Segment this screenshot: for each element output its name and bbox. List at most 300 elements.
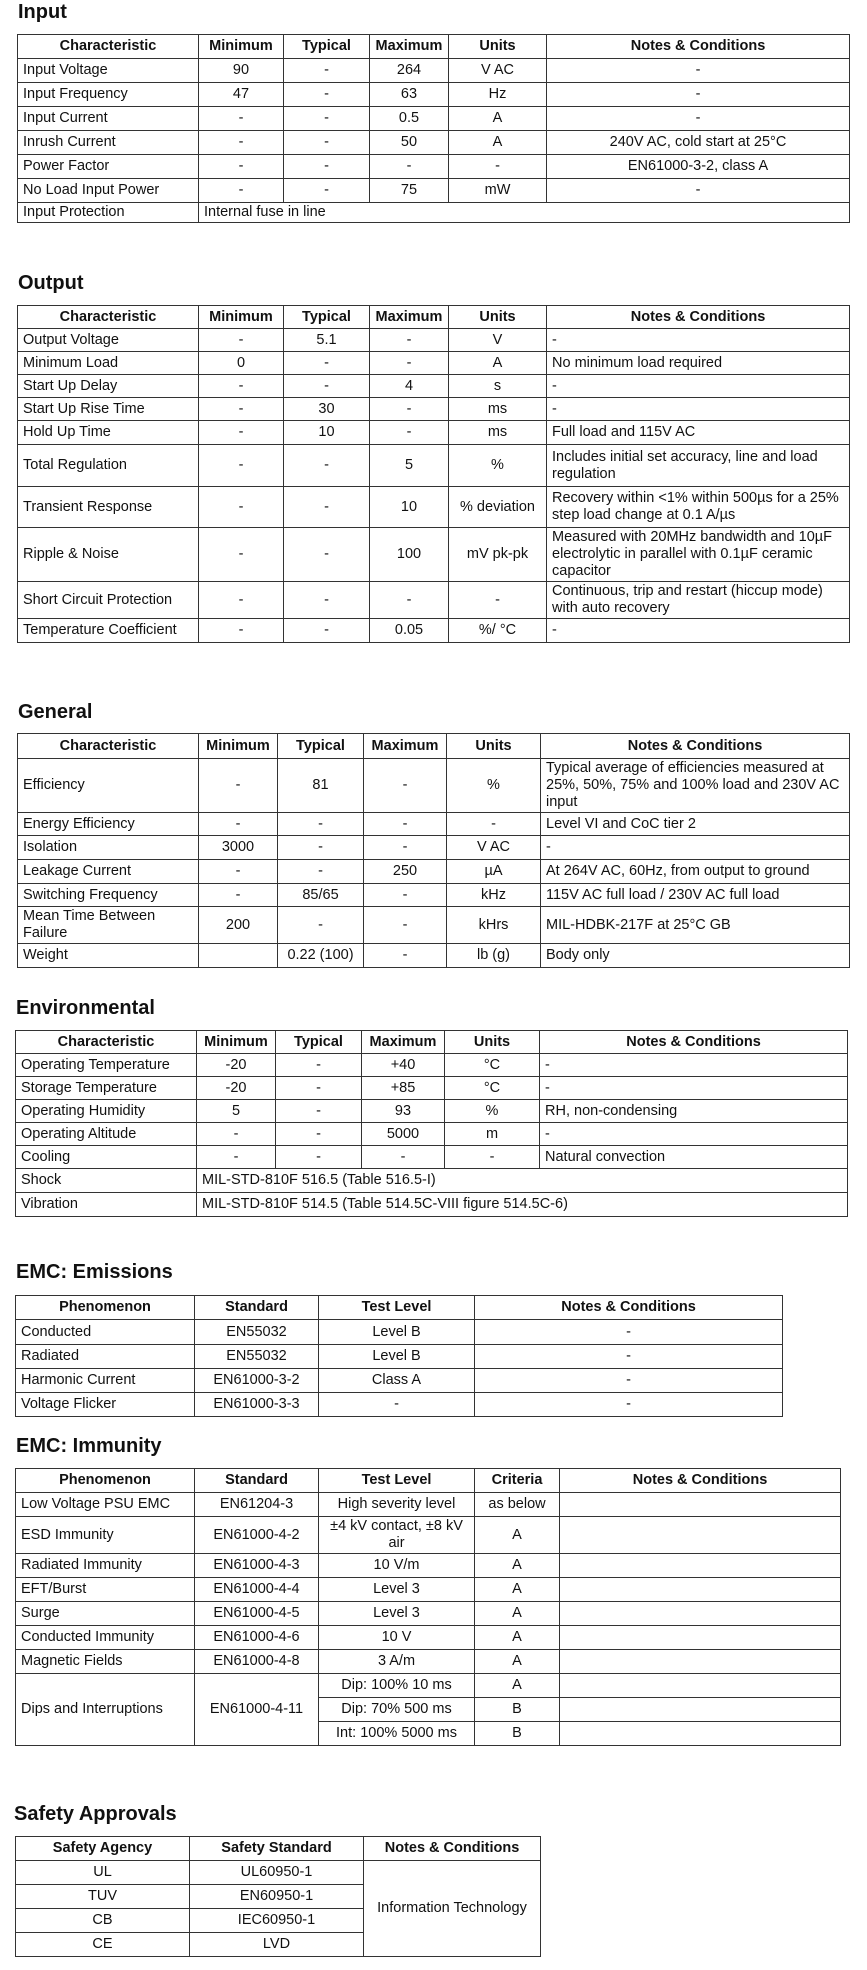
column-header: Characteristic	[18, 35, 199, 59]
table-header-row	[16, 1469, 841, 1493]
table-cell: Dip: 100% 10 ms	[319, 1674, 475, 1698]
table-row	[16, 1193, 848, 1217]
table-cell: 0.22 (100)	[278, 944, 364, 968]
table-cell: -	[319, 1393, 475, 1417]
table-row	[16, 1493, 841, 1517]
table-cell: EFT/Burst	[16, 1578, 195, 1602]
table-cell: Transient Response	[18, 487, 199, 528]
environmental-table	[15, 1030, 848, 1217]
column-header: Maximum	[370, 35, 449, 59]
table-cell: EN61000-4-8	[195, 1650, 319, 1674]
environmental-title: Environmental	[16, 997, 155, 1019]
table-cell: No minimum load required	[547, 352, 850, 375]
table-row	[16, 1123, 848, 1146]
table-row	[18, 582, 850, 619]
table-cell: IEC60950-1	[190, 1909, 364, 1933]
table-cell: -	[364, 836, 447, 860]
column-header: Typical	[284, 35, 370, 59]
table-cell: B	[475, 1698, 560, 1722]
table-cell: 10 V/m	[319, 1554, 475, 1578]
table-cell: -	[540, 1077, 848, 1100]
table-cell: Output Voltage	[18, 329, 199, 352]
table-cell: Voltage Flicker	[16, 1393, 195, 1417]
table-cell: Class A	[319, 1369, 475, 1393]
table-cell: -	[199, 813, 278, 836]
column-header: Notes & Conditions	[547, 35, 850, 59]
table-cell: V AC	[449, 59, 547, 83]
table-cell: A	[449, 131, 547, 155]
table-cell	[560, 1650, 841, 1674]
table-row	[18, 107, 850, 131]
table-cell: -	[197, 1123, 276, 1146]
column-header: Units	[447, 734, 541, 759]
table-cell: Leakage Current	[18, 860, 199, 884]
column-header: Standard	[195, 1469, 319, 1493]
table-row	[18, 131, 850, 155]
table-cell: 4	[370, 375, 449, 398]
table-cell: 5.1	[284, 329, 370, 352]
table-cell: 81	[278, 759, 364, 813]
table-cell: 115V AC full load / 230V AC full load	[541, 884, 850, 907]
table-row	[18, 528, 850, 582]
general-section	[18, 700, 92, 724]
table-cell: -	[284, 131, 370, 155]
table-cell: -	[199, 884, 278, 907]
emissions-section	[16, 1260, 173, 1284]
table-cell: -	[547, 619, 850, 643]
table-cell: A	[475, 1578, 560, 1602]
table-cell: RH, non-condensing	[540, 1100, 848, 1123]
table-row	[18, 619, 850, 643]
table-row	[16, 1861, 541, 1885]
table-cell: 50	[370, 131, 449, 155]
table-cell: Dip: 70% 500 ms	[319, 1698, 475, 1722]
table-cell: -	[284, 107, 370, 131]
table-cell: s	[449, 375, 547, 398]
table-cell: -	[370, 155, 449, 179]
emissions-title: EMC: Emissions	[16, 1261, 173, 1283]
table-row	[18, 179, 850, 203]
table-cell: EN61000-3-2	[195, 1369, 319, 1393]
table-cell: CB	[16, 1909, 190, 1933]
table-cell: Storage Temperature	[16, 1077, 197, 1100]
table-cell: -	[547, 83, 850, 107]
output-table	[17, 305, 850, 643]
table-cell	[560, 1698, 841, 1722]
table-cell	[560, 1517, 841, 1554]
output-section	[18, 271, 84, 295]
table-cell: -	[284, 582, 370, 619]
table-cell: EN61000-4-2	[195, 1517, 319, 1554]
table-cell: -	[199, 131, 284, 155]
table-cell: m	[445, 1123, 540, 1146]
table-header-row	[18, 734, 850, 759]
table-cell: Operating Humidity	[16, 1100, 197, 1123]
column-header: Minimum	[197, 1031, 276, 1054]
column-header: Maximum	[370, 306, 449, 329]
table-row	[18, 203, 850, 223]
table-cell: -	[540, 1123, 848, 1146]
table-cell: Full load and 115V AC	[547, 421, 850, 445]
table-cell: A	[475, 1674, 560, 1698]
table-row	[16, 1578, 841, 1602]
table-cell: Level VI and CoC tier 2	[541, 813, 850, 836]
table-cell: °C	[445, 1077, 540, 1100]
table-row	[16, 1146, 848, 1169]
table-cell: % deviation	[449, 487, 547, 528]
table-cell: -	[199, 759, 278, 813]
table-cell: Minimum Load	[18, 352, 199, 375]
table-cell: µA	[447, 860, 541, 884]
table-row	[18, 83, 850, 107]
column-header: Safety Agency	[16, 1837, 190, 1861]
table-cell: -	[284, 155, 370, 179]
table-row	[16, 1169, 848, 1193]
column-header: Characteristic	[18, 306, 199, 329]
table-row	[16, 1602, 841, 1626]
table-cell: -	[199, 619, 284, 643]
column-header: Typical	[278, 734, 364, 759]
table-row	[16, 1393, 783, 1417]
table-header-row	[16, 1837, 541, 1861]
table-cell: -	[199, 582, 284, 619]
table-cell: Continuous, trip and restart (hiccup mode) with auto recovery	[547, 582, 850, 619]
table-cell: Surge	[16, 1602, 195, 1626]
column-header: Minimum	[199, 734, 278, 759]
table-cell: 3 A/m	[319, 1650, 475, 1674]
row-value: MIL-STD-810F 516.5 (Table 516.5-I)	[197, 1169, 848, 1193]
column-header: Maximum	[364, 734, 447, 759]
table-cell: as below	[475, 1493, 560, 1517]
column-header: Units	[449, 35, 547, 59]
table-cell: 0.5	[370, 107, 449, 131]
table-cell: -20	[197, 1077, 276, 1100]
table-cell: -	[370, 329, 449, 352]
table-cell: -	[362, 1146, 445, 1169]
table-cell: 3000	[199, 836, 278, 860]
table-cell: A	[475, 1650, 560, 1674]
table-cell: -	[449, 582, 547, 619]
table-cell: -	[370, 421, 449, 445]
table-cell: Int: 100% 5000 ms	[319, 1722, 475, 1746]
column-header: Minimum	[199, 35, 284, 59]
table-cell: -	[199, 107, 284, 131]
table-cell: EN55032	[195, 1345, 319, 1369]
table-cell: Magnetic Fields	[16, 1650, 195, 1674]
table-cell: 90	[199, 59, 284, 83]
column-header: Phenomenon	[16, 1296, 195, 1320]
table-cell: -	[276, 1146, 362, 1169]
table-cell: Body only	[541, 944, 850, 968]
table-row	[18, 884, 850, 907]
table-cell: -	[475, 1320, 783, 1345]
table-row	[18, 487, 850, 528]
table-row	[18, 329, 850, 352]
table-cell: Hz	[449, 83, 547, 107]
table-row	[16, 1077, 848, 1100]
table-cell: Level B	[319, 1345, 475, 1369]
column-header: Characteristic	[18, 734, 199, 759]
column-header: Units	[445, 1031, 540, 1054]
table-cell: TUV	[16, 1885, 190, 1909]
table-row	[16, 1369, 783, 1393]
table-cell	[560, 1626, 841, 1650]
table-cell: A	[475, 1517, 560, 1554]
table-cell: UL	[16, 1861, 190, 1885]
table-cell: Input Current	[18, 107, 199, 131]
table-cell: Includes initial set accuracy, line and load regulation	[547, 445, 850, 487]
table-row	[16, 1320, 783, 1345]
table-cell: Start Up Delay	[18, 375, 199, 398]
table-cell: -	[276, 1123, 362, 1146]
table-cell: V AC	[447, 836, 541, 860]
table-cell: -	[547, 398, 850, 421]
table-cell: Input Voltage	[18, 59, 199, 83]
table-cell: Operating Temperature	[16, 1054, 197, 1077]
table-cell: -	[278, 860, 364, 884]
table-cell: -	[284, 528, 370, 582]
table-cell: -	[540, 1054, 848, 1077]
table-cell: Short Circuit Protection	[18, 582, 199, 619]
table-cell: Isolation	[18, 836, 199, 860]
table-cell	[560, 1602, 841, 1626]
table-header-row	[16, 1296, 783, 1320]
table-row	[18, 398, 850, 421]
table-row	[18, 375, 850, 398]
table-cell: %/ °C	[449, 619, 547, 643]
table-row	[18, 944, 850, 968]
table-cell: EN61000-4-5	[195, 1602, 319, 1626]
table-row	[16, 1345, 783, 1369]
table-cell: -	[364, 884, 447, 907]
table-cell: -	[199, 528, 284, 582]
table-cell: UL60950-1	[190, 1861, 364, 1885]
table-cell: -	[284, 59, 370, 83]
table-cell: 75	[370, 179, 449, 203]
table-cell: -	[278, 813, 364, 836]
table-row	[18, 59, 850, 83]
table-cell: 10	[284, 421, 370, 445]
table-cell: -	[449, 155, 547, 179]
table-cell: -	[547, 107, 850, 131]
table-cell: -	[547, 179, 850, 203]
table-cell: Hold Up Time	[18, 421, 199, 445]
table-cell: Typical average of efficiencies measured at 25%, 50%, 75% and 100% load and 230V AC input	[541, 759, 850, 813]
table-cell: -	[278, 907, 364, 944]
table-cell: -	[199, 860, 278, 884]
table-cell: -	[199, 375, 284, 398]
table-cell: 85/65	[278, 884, 364, 907]
table-row	[16, 1054, 848, 1077]
table-header-row	[18, 35, 850, 59]
safety-section	[14, 1802, 177, 1826]
table-cell: EN61000-4-6	[195, 1626, 319, 1650]
table-cell: 63	[370, 83, 449, 107]
table-cell: -	[547, 329, 850, 352]
table-cell: -	[199, 329, 284, 352]
table-row	[16, 1674, 841, 1698]
column-header: Minimum	[199, 306, 284, 329]
table-cell: kHz	[447, 884, 541, 907]
table-cell: -	[447, 813, 541, 836]
table-cell	[560, 1554, 841, 1578]
table-cell: A	[449, 107, 547, 131]
table-cell: -20	[197, 1054, 276, 1077]
column-header: Characteristic	[16, 1031, 197, 1054]
table-cell: 0	[199, 352, 284, 375]
table-row	[18, 759, 850, 813]
table-row	[16, 1100, 848, 1123]
column-header: Safety Standard	[190, 1837, 364, 1861]
input-title: Input	[18, 1, 67, 23]
table-cell: -	[364, 759, 447, 813]
safety-note: Information Technology	[364, 1861, 541, 1957]
table-cell: 5000	[362, 1123, 445, 1146]
row-label: Input Protection	[18, 203, 199, 223]
emissions-table	[15, 1295, 783, 1417]
table-cell: A	[449, 352, 547, 375]
column-header: Notes & Conditions	[547, 306, 850, 329]
input-table	[17, 34, 850, 223]
table-cell: Power Factor	[18, 155, 199, 179]
table-cell: EN61000-3-2, class A	[547, 155, 850, 179]
table-cell: Efficiency	[18, 759, 199, 813]
general-title: General	[18, 701, 93, 723]
table-cell: At 264V AC, 60Hz, from output to ground	[541, 860, 850, 884]
table-cell: EN61000-4-4	[195, 1578, 319, 1602]
table-cell: 10	[370, 487, 449, 528]
table-row	[18, 836, 850, 860]
table-cell: -	[475, 1345, 783, 1369]
table-cell: -	[199, 421, 284, 445]
table-cell: Harmonic Current	[16, 1369, 195, 1393]
immunity-title: EMC: Immunity	[16, 1435, 162, 1457]
table-cell: V	[449, 329, 547, 352]
table-cell: -	[445, 1146, 540, 1169]
table-cell: ms	[449, 398, 547, 421]
row-value: Internal fuse in line	[199, 203, 850, 223]
table-cell: 30	[284, 398, 370, 421]
table-cell: Ripple & Noise	[18, 528, 199, 582]
table-row	[18, 155, 850, 179]
column-header: Phenomenon	[16, 1469, 195, 1493]
table-cell: Conducted	[16, 1320, 195, 1345]
table-cell: -	[475, 1393, 783, 1417]
table-row	[16, 1626, 841, 1650]
table-cell: Radiated	[16, 1345, 195, 1369]
table-cell: 240V AC, cold start at 25°C	[547, 131, 850, 155]
table-cell: 264	[370, 59, 449, 83]
table-cell: -	[370, 398, 449, 421]
column-header: Notes & Conditions	[560, 1469, 841, 1493]
table-cell: +40	[362, 1054, 445, 1077]
table-cell: kHrs	[447, 907, 541, 944]
table-cell: -	[199, 155, 284, 179]
table-cell: Level B	[319, 1320, 475, 1345]
table-header-row	[16, 1031, 848, 1054]
table-cell: -	[284, 619, 370, 643]
table-cell	[560, 1493, 841, 1517]
table-cell: Switching Frequency	[18, 884, 199, 907]
table-row	[18, 445, 850, 487]
table-cell: 5	[197, 1100, 276, 1123]
column-header: Typical	[276, 1031, 362, 1054]
table-cell: mV pk-pk	[449, 528, 547, 582]
table-cell: %	[445, 1100, 540, 1123]
general-table	[17, 733, 850, 968]
table-row	[16, 1554, 841, 1578]
table-cell: Weight	[18, 944, 199, 968]
table-cell: Measured with 20MHz bandwidth and 10µF electrolytic in parallel with 0.1µF ceramic capacitor	[547, 528, 850, 582]
table-row	[16, 1650, 841, 1674]
table-cell: Conducted Immunity	[16, 1626, 195, 1650]
table-cell: 93	[362, 1100, 445, 1123]
column-header: Typical	[284, 306, 370, 329]
table-cell: 0.05	[370, 619, 449, 643]
table-cell: LVD	[190, 1933, 364, 1957]
column-header: Test Level	[319, 1296, 475, 1320]
column-header: Notes & Conditions	[364, 1837, 541, 1861]
table-cell: -	[284, 375, 370, 398]
table-cell	[560, 1722, 841, 1746]
table-cell: -	[547, 59, 850, 83]
table-cell: -	[541, 836, 850, 860]
table-cell: Low Voltage PSU EMC	[16, 1493, 195, 1517]
column-header: Notes & Conditions	[541, 734, 850, 759]
table-cell: Total Regulation	[18, 445, 199, 487]
table-cell: EN61000-4-11	[195, 1674, 319, 1746]
table-cell: 100	[370, 528, 449, 582]
table-cell: Energy Efficiency	[18, 813, 199, 836]
table-cell	[560, 1674, 841, 1698]
table-cell: MIL-HDBK-217F at 25°C GB	[541, 907, 850, 944]
table-cell: A	[475, 1554, 560, 1578]
table-row	[18, 421, 850, 445]
table-cell: Operating Altitude	[16, 1123, 197, 1146]
table-cell: Cooling	[16, 1146, 197, 1169]
row-label: Vibration	[16, 1193, 197, 1217]
table-cell: -	[370, 352, 449, 375]
table-cell: -	[278, 836, 364, 860]
table-cell: %	[447, 759, 541, 813]
table-cell: -	[276, 1100, 362, 1123]
table-cell: EN61000-4-3	[195, 1554, 319, 1578]
table-cell: Natural convection	[540, 1146, 848, 1169]
column-header: Test Level	[319, 1469, 475, 1493]
table-cell: +85	[362, 1077, 445, 1100]
column-header: Units	[449, 306, 547, 329]
row-value: MIL-STD-810F 514.5 (Table 514.5C-VIII figure 514.5C-6)	[197, 1193, 848, 1217]
table-cell: EN55032	[195, 1320, 319, 1345]
table-cell: EN60950-1	[190, 1885, 364, 1909]
table-cell: Recovery within <1% within 500µs for a 25% step load change at 0.1 A/µs	[547, 487, 850, 528]
table-cell: EN61000-3-3	[195, 1393, 319, 1417]
table-cell: ±4 kV contact, ±8 kV air	[319, 1517, 475, 1554]
table-cell: -	[364, 944, 447, 968]
table-row	[18, 907, 850, 944]
table-cell: 250	[364, 860, 447, 884]
safety-table	[15, 1836, 541, 1957]
table-cell: -	[364, 907, 447, 944]
table-cell: EN61204-3	[195, 1493, 319, 1517]
table-cell: -	[547, 375, 850, 398]
table-cell: -	[284, 487, 370, 528]
column-header: Maximum	[362, 1031, 445, 1054]
table-row	[18, 352, 850, 375]
column-header: Standard	[195, 1296, 319, 1320]
table-cell: CE	[16, 1933, 190, 1957]
table-row	[16, 1517, 841, 1554]
